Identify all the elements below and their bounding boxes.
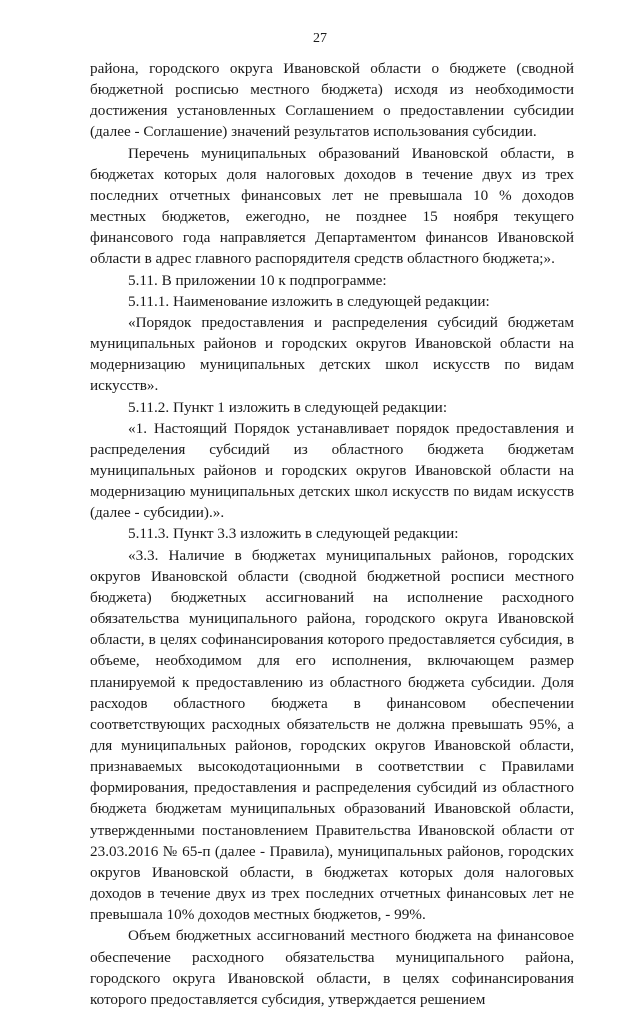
paragraph-point-3-3: «3.3. Наличие в бюджетах муниципальных районов, городских округов Ивановской области (сводной бюджетной росписи местного бюджета) бюджетных ассигнований на исполнение расходного обязательства муниципального района, городского округа Ивановской области, в целях софинансирования которого предоставляется субсидия, в объеме, необходимом для его исполнения, включающем размер планируемой к предоставлению из областного бюджета субсидии. Доля расходов областного бюджета в финансовом обеспечении соответствующих расходных обязательств не должна превышать 95%, а для муниципальных районов, городских округов Ивановской области, признаваемых высокодотационными в соответствии с Правилами формирования, предоставления и распределения субсидий из областного бюджета бюджетам муниципальных образований Ивановской области, утвержденными постановлением Правительства Ивановской области от 23.03.2016 № 65-п (далее - Правила), муниципальных районов, городских округов Ивановской области, в бюджетах которых доля налоговых доходов в течение двух из трех последних отчетных финансовых лет не превышала 10% доходов местных бюджетов, - 99%.: [90, 546, 574, 924]
paragraph-clause-5-11-2: 5.11.2. Пункт 1 изложить в следующей редакции:: [128, 398, 448, 416]
paragraph-clause-5-11-1: 5.11.1. Наименование изложить в следующей редакции:: [128, 292, 490, 310]
paragraph-point-1: «1. Настоящий Порядок устанавливает порядок предоставления и распределения субсидий из областного бюджета бюджетам муниципальных районов и городских округов Ивановской области на модернизацию муниципальных детских школ искусств по видам искусств (далее - субсидии).».: [90, 419, 574, 522]
paragraph-municipal-list: Перечень муниципальных образований Ивановской области, в бюджетах которых доля налоговых доходов в течение двух из трех последних отчетных финансовых лет не превышала 10 % доходов местных бюджетов, ежегодно, не позднее 15 ноября текущего финансового года направляется Департаментом финансов Ивановской области в адрес главного распорядителя средств областного бюджета;».: [90, 144, 574, 268]
paragraph-order-title: «Порядок предоставления и распределения субсидий бюджетам муниципальных районов и городских округов Ивановской области на модернизацию муниципальных детских школ искусств по видам искусств».: [90, 313, 574, 395]
paragraph-clause-5-11-3: 5.11.3. Пункт 3.3 изложить в следующей редакции:: [128, 525, 459, 543]
page-number: 27: [313, 31, 327, 46]
paragraph-clause-5-11: 5.11. В приложении 10 к подпрограмме:: [128, 271, 387, 289]
paragraph-budget-continuation: района, городского округа Ивановской области о бюджете (сводной бюджетной росписью местного бюджета) исходя из необходимости достижения установленных Соглашением о предоставлении субсидии (далее - Соглашение) значений результатов использования субсидии.: [90, 60, 574, 141]
document-body: [90, 58, 574, 1010]
paragraph-local-budget-volume: Объем бюджетных ассигнований местного бюджета на финансовое обеспечение расходного обязательства муниципального района, городского округа Ивановской области, в целях софинансирования которого предоставляется субсидия, утверждается решением: [90, 927, 574, 1008]
